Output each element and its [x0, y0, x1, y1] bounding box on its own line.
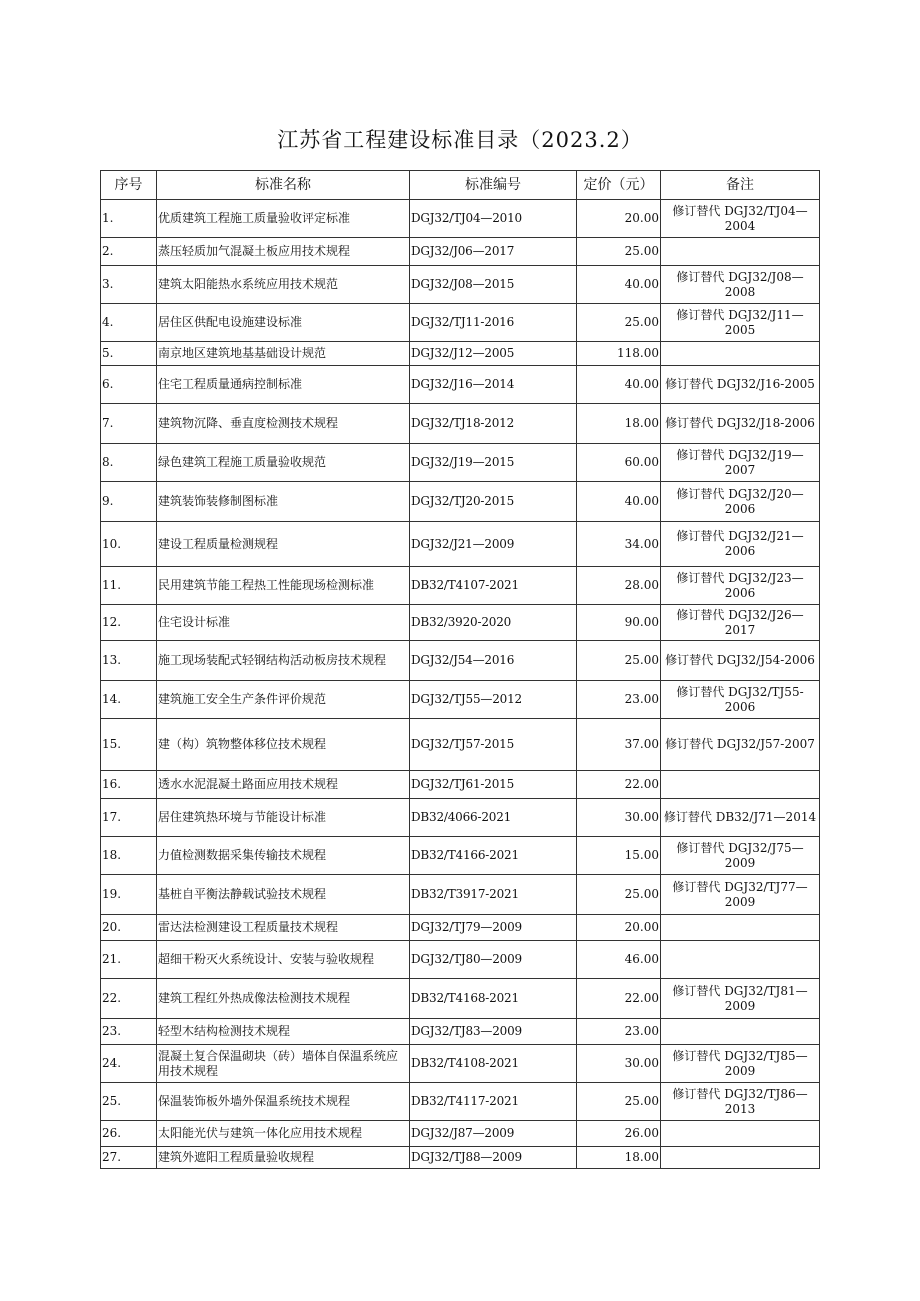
standards-table — [100, 170, 820, 1169]
table-row — [101, 681, 820, 719]
table-row — [101, 567, 820, 605]
cell-note: 修订替代 DGJ32/J75—2009 — [661, 837, 820, 875]
cell-code: DB32/3920-2020 — [410, 605, 577, 641]
cell-name: 民用建筑节能工程热工性能现场检测标准 — [157, 567, 410, 605]
cell-note: 修订替代 DGJ32/J08—2008 — [661, 266, 820, 304]
cell-seq: 9. — [101, 482, 157, 522]
cell-name: 建筑太阳能热水系统应用技术规范 — [157, 266, 410, 304]
cell-note: 修订替代 DGJ32/J26—2017 — [661, 605, 820, 641]
cell-price: 23.00 — [577, 681, 661, 719]
cell-code: DGJ32/TJ79—2009 — [410, 915, 577, 941]
table-row — [101, 1121, 820, 1147]
col-header-price: 定价（元） — [577, 171, 661, 200]
cell-price: 90.00 — [577, 605, 661, 641]
cell-seq: 11. — [101, 567, 157, 605]
table-row — [101, 875, 820, 915]
table-row — [101, 915, 820, 941]
cell-price: 22.00 — [577, 979, 661, 1019]
cell-name: 建筑物沉降、垂直度检测技术规程 — [157, 404, 410, 444]
cell-note — [661, 1019, 820, 1045]
cell-seq: 24. — [101, 1045, 157, 1083]
cell-price: 25.00 — [577, 641, 661, 681]
cell-code: DB32/T4166-2021 — [410, 837, 577, 875]
cell-code: DGJ32/J19—2015 — [410, 444, 577, 482]
cell-seq: 17. — [101, 799, 157, 837]
table-row — [101, 979, 820, 1019]
cell-seq: 15. — [101, 719, 157, 771]
cell-name: 透水水泥混凝土路面应用技术规程 — [157, 771, 410, 799]
cell-seq: 7. — [101, 404, 157, 444]
cell-name: 居住建筑热环境与节能设计标准 — [157, 799, 410, 837]
cell-seq: 14. — [101, 681, 157, 719]
cell-note — [661, 1147, 820, 1169]
cell-note: 修订替代 DGJ32/TJ55-2006 — [661, 681, 820, 719]
cell-note: 修订替代 DGJ32/J19—2007 — [661, 444, 820, 482]
cell-seq: 25. — [101, 1083, 157, 1121]
col-header-code: 标准编号 — [410, 171, 577, 200]
cell-note: 修订替代 DGJ32/J23—2006 — [661, 567, 820, 605]
cell-name: 太阳能光伏与建筑一体化应用技术规程 — [157, 1121, 410, 1147]
cell-code: DB32/T4108-2021 — [410, 1045, 577, 1083]
table-row — [101, 238, 820, 266]
col-header-note: 备注 — [661, 171, 820, 200]
cell-name: 超细干粉灭火系统设计、安装与验收规程 — [157, 941, 410, 979]
cell-price: 20.00 — [577, 915, 661, 941]
cell-seq: 16. — [101, 771, 157, 799]
cell-name: 基桩自平衡法静载试验技术规程 — [157, 875, 410, 915]
cell-seq: 2. — [101, 238, 157, 266]
cell-code: DGJ32/J06—2017 — [410, 238, 577, 266]
table-row — [101, 366, 820, 404]
cell-code: DGJ32/TJ80—2009 — [410, 941, 577, 979]
cell-seq: 13. — [101, 641, 157, 681]
cell-note: 修订替代 DGJ32/J54-2006 — [661, 641, 820, 681]
cell-seq: 12. — [101, 605, 157, 641]
cell-code: DGJ32/TJ04—2010 — [410, 200, 577, 238]
table-row — [101, 200, 820, 238]
cell-price: 46.00 — [577, 941, 661, 979]
table-row — [101, 404, 820, 444]
table-row — [101, 482, 820, 522]
cell-code: DB32/T4117-2021 — [410, 1083, 577, 1121]
table-row — [101, 799, 820, 837]
cell-name: 优质建筑工程施工质量验收评定标准 — [157, 200, 410, 238]
cell-seq: 21. — [101, 941, 157, 979]
table-row — [101, 342, 820, 366]
cell-code: DGJ32/TJ83—2009 — [410, 1019, 577, 1045]
table-row — [101, 1147, 820, 1169]
cell-name: 蒸压轻质加气混凝土板应用技术规程 — [157, 238, 410, 266]
cell-name: 建筑外遮阳工程质量验收规程 — [157, 1147, 410, 1169]
cell-note: 修订替代 DB32/J71—2014 — [661, 799, 820, 837]
cell-name: 住宅设计标准 — [157, 605, 410, 641]
col-header-seq: 序号 — [101, 171, 157, 200]
cell-seq: 20. — [101, 915, 157, 941]
cell-seq: 10. — [101, 522, 157, 567]
cell-note — [661, 238, 820, 266]
cell-seq: 6. — [101, 366, 157, 404]
cell-price: 18.00 — [577, 1147, 661, 1169]
cell-note: 修订替代 DGJ32/TJ85—2009 — [661, 1045, 820, 1083]
table-row — [101, 605, 820, 641]
cell-name: 施工现场装配式轻钢结构活动板房技术规程 — [157, 641, 410, 681]
cell-price: 25.00 — [577, 875, 661, 915]
cell-name: 力值检测数据采集传输技术规程 — [157, 837, 410, 875]
table-row — [101, 304, 820, 342]
cell-seq: 8. — [101, 444, 157, 482]
cell-code: DGJ32/J16—2014 — [410, 366, 577, 404]
cell-name: 绿色建筑工程施工质量验收规范 — [157, 444, 410, 482]
cell-note: 修订替代 DGJ32/J21—2006 — [661, 522, 820, 567]
cell-code: DGJ32/TJ11-2016 — [410, 304, 577, 342]
cell-code: DGJ32/TJ20-2015 — [410, 482, 577, 522]
cell-code: DB32/T4107-2021 — [410, 567, 577, 605]
cell-note: 修订替代 DGJ32/J18-2006 — [661, 404, 820, 444]
cell-code: DB32/T3917-2021 — [410, 875, 577, 915]
cell-price: 28.00 — [577, 567, 661, 605]
cell-note: 修订替代 DGJ32/TJ04—2004 — [661, 200, 820, 238]
cell-price: 40.00 — [577, 366, 661, 404]
cell-code: DGJ32/TJ55—2012 — [410, 681, 577, 719]
cell-name: 住宅工程质量通病控制标准 — [157, 366, 410, 404]
table-row — [101, 1045, 820, 1083]
table-row — [101, 1083, 820, 1121]
table-row — [101, 771, 820, 799]
cell-note: 修订替代 DGJ32/J57-2007 — [661, 719, 820, 771]
cell-name: 建（构）筑物整体移位技术规程 — [157, 719, 410, 771]
cell-code: DGJ32/J87—2009 — [410, 1121, 577, 1147]
cell-code: DGJ32/J54—2016 — [410, 641, 577, 681]
cell-price: 30.00 — [577, 799, 661, 837]
cell-code: DGJ32/TJ18-2012 — [410, 404, 577, 444]
cell-price: 30.00 — [577, 1045, 661, 1083]
cell-seq: 27. — [101, 1147, 157, 1169]
table-row — [101, 444, 820, 482]
table-row — [101, 837, 820, 875]
cell-price: 15.00 — [577, 837, 661, 875]
cell-name: 建筑装饰装修制图标准 — [157, 482, 410, 522]
cell-code: DGJ32/TJ57-2015 — [410, 719, 577, 771]
cell-note — [661, 1121, 820, 1147]
cell-price: 23.00 — [577, 1019, 661, 1045]
cell-price: 25.00 — [577, 1083, 661, 1121]
cell-price: 25.00 — [577, 238, 661, 266]
cell-name: 保温装饰板外墙外保温系统技术规程 — [157, 1083, 410, 1121]
cell-note: 修订替代 DGJ32/TJ81—2009 — [661, 979, 820, 1019]
cell-note — [661, 941, 820, 979]
cell-name: 轻型木结构检测技术规程 — [157, 1019, 410, 1045]
cell-price: 26.00 — [577, 1121, 661, 1147]
cell-seq: 1. — [101, 200, 157, 238]
table-row — [101, 719, 820, 771]
cell-name: 雷达法检测建设工程质量技术规程 — [157, 915, 410, 941]
table-row — [101, 266, 820, 304]
cell-code: DGJ32/TJ88—2009 — [410, 1147, 577, 1169]
cell-seq: 19. — [101, 875, 157, 915]
cell-price: 34.00 — [577, 522, 661, 567]
table-row — [101, 522, 820, 567]
cell-note: 修订替代 DGJ32/J11—2005 — [661, 304, 820, 342]
cell-price: 60.00 — [577, 444, 661, 482]
cell-price: 37.00 — [577, 719, 661, 771]
cell-seq: 23. — [101, 1019, 157, 1045]
page-title: 江苏省工程建设标准目录（2023.2） — [277, 128, 643, 152]
cell-note — [661, 915, 820, 941]
cell-code: DB32/4066-2021 — [410, 799, 577, 837]
cell-code: DGJ32/J08—2015 — [410, 266, 577, 304]
cell-note: 修订替代 DGJ32/TJ77—2009 — [661, 875, 820, 915]
table-row — [101, 941, 820, 979]
cell-name: 混凝土复合保温砌块（砖）墙体自保温系统应用技术规程 — [157, 1045, 410, 1083]
cell-note — [661, 342, 820, 366]
cell-code: DGJ32/TJ61-2015 — [410, 771, 577, 799]
cell-price: 18.00 — [577, 404, 661, 444]
cell-seq: 3. — [101, 266, 157, 304]
table-header-row — [101, 171, 820, 200]
cell-code: DB32/T4168-2021 — [410, 979, 577, 1019]
cell-name: 建设工程质量检测规程 — [157, 522, 410, 567]
cell-seq: 4. — [101, 304, 157, 342]
cell-note: 修订替代 DGJ32/J16-2005 — [661, 366, 820, 404]
cell-seq: 5. — [101, 342, 157, 366]
cell-seq: 18. — [101, 837, 157, 875]
cell-price: 22.00 — [577, 771, 661, 799]
cell-seq: 22. — [101, 979, 157, 1019]
cell-note: 修订替代 DGJ32/J20—2006 — [661, 482, 820, 522]
cell-price: 118.00 — [577, 342, 661, 366]
col-header-name: 标准名称 — [157, 171, 410, 200]
table-row — [101, 641, 820, 681]
cell-name: 建筑工程红外热成像法检测技术规程 — [157, 979, 410, 1019]
table-row — [101, 1019, 820, 1045]
cell-name: 南京地区建筑地基基础设计规范 — [157, 342, 410, 366]
cell-price: 40.00 — [577, 266, 661, 304]
cell-price: 25.00 — [577, 304, 661, 342]
cell-seq: 26. — [101, 1121, 157, 1147]
cell-price: 20.00 — [577, 200, 661, 238]
cell-price: 40.00 — [577, 482, 661, 522]
cell-note — [661, 771, 820, 799]
cell-name: 居住区供配电设施建设标准 — [157, 304, 410, 342]
cell-note: 修订替代 DGJ32/TJ86—2013 — [661, 1083, 820, 1121]
cell-code: DGJ32/J21—2009 — [410, 522, 577, 567]
cell-name: 建筑施工安全生产条件评价规范 — [157, 681, 410, 719]
cell-code: DGJ32/J12—2005 — [410, 342, 577, 366]
